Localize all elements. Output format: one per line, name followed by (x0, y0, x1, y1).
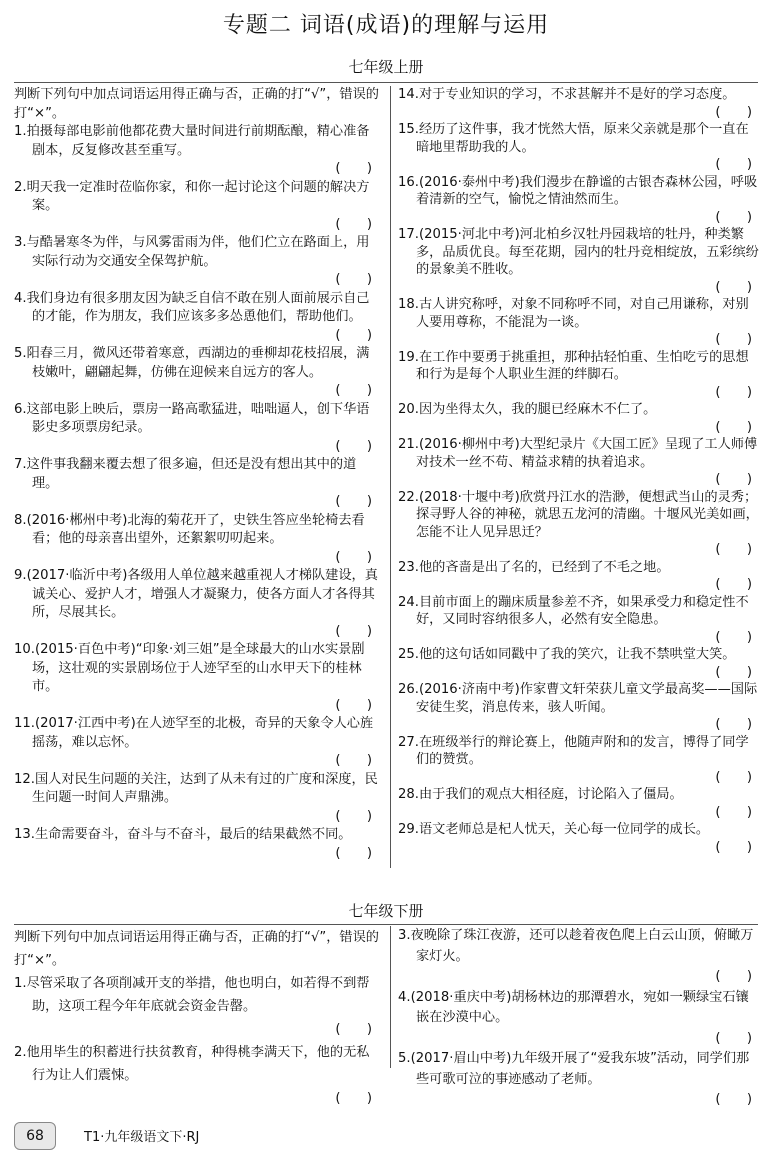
question-item (14, 641, 380, 715)
question-text: 4.(2018·重庆中考)胡杨林边的那潭碧水，宛如一颗绿宝石镶嵌在沙漠中心。 (398, 989, 749, 1025)
answer-blank[interactable]: ( ) (335, 808, 372, 824)
question-item (14, 771, 380, 827)
page-title: 专题二 词语(成语)的理解与运用 (222, 13, 550, 38)
question-text: 21.(2016·柳州中考)大型纪录片《大国工匠》呈现了工人师傅对技术一丝不苟、精益求精的执着追求。 (398, 437, 758, 470)
question-item (14, 567, 380, 641)
question-text: 25.他的这句话如同戳中了我的笑穴，让我不禁哄堂大笑。 (398, 647, 736, 662)
question-text: 11.(2017·江西中考)在人迹罕至的北极，奇异的天象令人心旌摇荡，难以忘怀。 (14, 716, 374, 750)
question-item (398, 121, 760, 174)
question-text: 4.我们身边有很多朋友因为缺乏自信不敢在别人面前展示自己的才能，作为朋友，我们应该多多怂恿他们，帮助他们。 (14, 290, 370, 324)
question-item (398, 786, 760, 821)
answer-blank[interactable]: ( ) (335, 697, 372, 713)
answer-blank[interactable]: ( ) (715, 157, 752, 172)
section1-right-column (398, 86, 760, 856)
answer-blank[interactable]: ( ) (715, 419, 752, 435)
question-text: 20.因为坐得太久，我的腿已经麻木不仁了。 (398, 402, 657, 417)
question-text: 6.这部电影上映后，票房一路高歌猛进，咄咄逼人，创下华语影史多项票房纪录。 (14, 401, 370, 435)
question-text: 8.(2016·郴州中考)北海的菊花开了，史铁生答应坐轮椅去看看；他的母亲喜出望外，还絮絮叨叨起来。 (14, 512, 365, 546)
answer-blank[interactable]: ( ) (335, 216, 372, 232)
question-item (398, 988, 760, 1050)
question-text: 3.夜晚除了珠江夜游，还可以趁着夜色爬上白云山顶，俯瞰万家灯火。 (398, 928, 754, 964)
question-item (398, 296, 760, 349)
answer-blank[interactable]: ( ) (715, 717, 752, 732)
question-text: 26.(2016·济南中考)作家曹文轩荣获儿童文学最高奖——国际安徒生奖，消息传来，骇人听闻。 (398, 682, 758, 715)
answer-blank[interactable]: ( ) (335, 1091, 372, 1106)
divider-rule (14, 82, 758, 83)
question-text: 5.(2017·眉山中考)九年级开展了“爱我东坡”活动，同学们那些可歌可泣的事迹感动了老师。 (398, 1051, 750, 1087)
question-item (398, 821, 760, 856)
question-text: 27.在班级举行的辩论赛上，他随声附和的发言，博得了同学们的赞赏。 (398, 734, 749, 767)
divider-rule (14, 924, 758, 925)
question-item (398, 646, 760, 681)
column-divider (390, 926, 391, 1068)
answer-blank[interactable]: ( ) (715, 577, 752, 592)
question-item (14, 345, 380, 401)
answer-blank[interactable]: ( ) (715, 839, 752, 855)
question-text: 29.语文老师总是杞人忧天，关心每一位同学的成长。 (398, 822, 710, 837)
question-item (398, 681, 760, 734)
question-item (398, 1049, 760, 1111)
question-item (14, 234, 380, 290)
answer-blank[interactable]: ( ) (335, 438, 372, 454)
answer-blank[interactable]: ( ) (715, 332, 752, 347)
answer-blank[interactable]: ( ) (715, 104, 752, 120)
answer-blank[interactable]: ( ) (715, 279, 752, 295)
column-divider (390, 86, 391, 868)
answer-blank[interactable]: ( ) (335, 327, 372, 343)
question-item (398, 734, 760, 787)
question-item (14, 715, 380, 771)
answer-blank[interactable]: ( ) (715, 769, 752, 785)
question-item (398, 349, 760, 402)
question-text: 9.(2017·临沂中考)各级用人单位越来越重视人才梯队建设，真诚关心、爱护人才，增强人才凝聚力，使各方面人才各得其所，尽展其长。 (14, 568, 378, 620)
question-text: 13.生命需要奋斗，奋斗与不奋斗，最后的结果截然不同。 (14, 827, 352, 842)
page-number: 68 (14, 1122, 56, 1150)
answer-blank[interactable]: ( ) (335, 272, 372, 287)
answer-blank[interactable]: ( ) (715, 969, 752, 984)
answer-blank[interactable]: ( ) (715, 384, 752, 400)
answer-blank[interactable]: ( ) (335, 753, 372, 768)
answer-blank[interactable]: ( ) (715, 629, 752, 645)
answer-blank[interactable]: ( ) (335, 494, 372, 509)
answer-blank[interactable]: ( ) (335, 549, 372, 565)
question-item (398, 594, 760, 647)
question-item (398, 436, 760, 489)
question-item (14, 123, 380, 179)
answer-blank[interactable]: ( ) (335, 161, 372, 176)
section-heading-1: 七年级上册 (348, 58, 424, 76)
question-text: 14.对于专业知识的学习，不求甚解并不是好的学习态度。 (398, 87, 736, 102)
question-text: 3.与酷暑寒冬为伴，与风雾雷雨为伴，他们伫立在路面上，用实际行动为交通安全保驾护航。 (14, 235, 370, 269)
question-text: 28.由于我们的观点大相径庭，讨论陷入了僵局。 (398, 787, 683, 802)
answer-blank[interactable]: ( ) (335, 845, 372, 861)
question-item (14, 972, 380, 1041)
footer-text: T1·九年级语文下·RJ (84, 1130, 200, 1145)
question-item (14, 456, 380, 512)
question-text: 12.国人对民生问题的关注，达到了从未有过的广度和深度，民生问题一时间人声鼎沸。 (14, 771, 378, 805)
answer-blank[interactable]: ( ) (335, 1022, 372, 1037)
question-text: 19.在工作中要勇于挑重担，那种拈轻怕重、生怕吃亏的思想和行为是每个人职业生涯的绊脚石。 (398, 349, 749, 382)
instructions: 判断下列句中加点词语运用得正确与否，正确的打“√”，错误的打“×”。 (14, 930, 379, 968)
answer-blank[interactable]: ( ) (335, 623, 372, 639)
answer-blank[interactable]: ( ) (715, 472, 752, 487)
question-item (398, 226, 760, 296)
answer-blank[interactable]: ( ) (715, 1092, 752, 1107)
question-text: 16.(2016·泰州中考)我们漫步在静谧的古银杏森林公园，呼吸着清新的空气，愉悦之情油然而生。 (398, 174, 758, 207)
question-item (398, 86, 760, 121)
question-text: 10.(2015·百色中考)“印象·刘三姐”是全球最大的山水实景剧场，这壮观的实景剧场位于人迹罕至的山水甲天下的桂林市。 (14, 642, 365, 694)
question-text: 22.(2018·十堰中考)欣赏丹江水的浩渺，便想武当山的灵秀；探寻野人谷的神秘，就思五龙河的清幽。十堰风光美如画，怎能不让人见异思迁？ (398, 489, 759, 540)
question-text: 5.阳春三月，微风还带着寒意，西湖边的垂柳却花枝招展，满枝嫩叶，翩翩起舞，仿佛在迎候来自远方的客人。 (14, 346, 370, 380)
instructions: 判断下列句中加点词语运用得正确与否，正确的打“√”，错误的打“×”。 (14, 87, 379, 121)
question-item (398, 489, 760, 559)
question-item (14, 512, 380, 568)
question-text: 24.目前市面上的蹦床质量参差不齐，如果承受力和稳定性不好，又同时容纳很多人，必然有安全隐患。 (398, 594, 749, 627)
question-item (398, 559, 760, 594)
answer-blank[interactable]: ( ) (715, 1030, 752, 1046)
answer-blank[interactable]: ( ) (715, 664, 752, 680)
question-text: 18.古人讲究称呼，对象不同称呼不同，对自己用谦称，对别人要用尊称，不能混为一谈。 (398, 297, 749, 330)
question-item (398, 174, 760, 227)
question-item (14, 1041, 380, 1110)
section-heading-2: 七年级下册 (348, 902, 424, 920)
question-item (398, 401, 760, 436)
section2-left-column (14, 926, 380, 1110)
answer-blank[interactable]: ( ) (715, 209, 752, 225)
question-item (14, 179, 380, 235)
section2-right-column (398, 926, 760, 1111)
question-text: 7.这件事我翻来覆去想了很多遍，但还是没有想出其中的道理。 (14, 457, 357, 491)
section1-left-column (14, 86, 380, 863)
question-text: 17.(2015·河北中考)河北柏乡汉牡丹园栽培的牡丹，种类繁多，品质优良。每至花期，园内的牡丹竞相绽放，五彩缤纷的景象美不胜收。 (398, 227, 759, 277)
question-item (14, 826, 380, 863)
question-item (14, 290, 380, 346)
question-text: 2.明天我一定准时莅临你家，和你一起讨论这个问题的解决方案。 (14, 179, 370, 213)
question-text: 1.尽管采取了各项削减开支的举措，他也明白，如若得不到帮助，这项工程今年年底就会资金告罄。 (14, 976, 370, 1014)
question-item (14, 401, 380, 457)
answer-blank[interactable]: ( ) (335, 383, 372, 398)
question-item (398, 926, 760, 988)
question-text: 23.他的吝啬是出了名的，已经到了不毛之地。 (398, 559, 670, 575)
question-text: 1.拍摄每部电影前他都花费大量时间进行前期酝酿，精心准备剧本，反复修改甚至重写。 (14, 124, 370, 158)
question-text: 2.他用毕生的积蓄进行扶贫教育，种得桃李满天下，他的无私行为让人们震悚。 (14, 1045, 370, 1083)
answer-blank[interactable]: ( ) (715, 542, 752, 557)
answer-blank[interactable]: ( ) (715, 804, 752, 820)
question-text: 15.经历了这件事，我才恍然大悟，原来父亲就是那个一直在暗地里帮助我的人。 (398, 122, 749, 155)
